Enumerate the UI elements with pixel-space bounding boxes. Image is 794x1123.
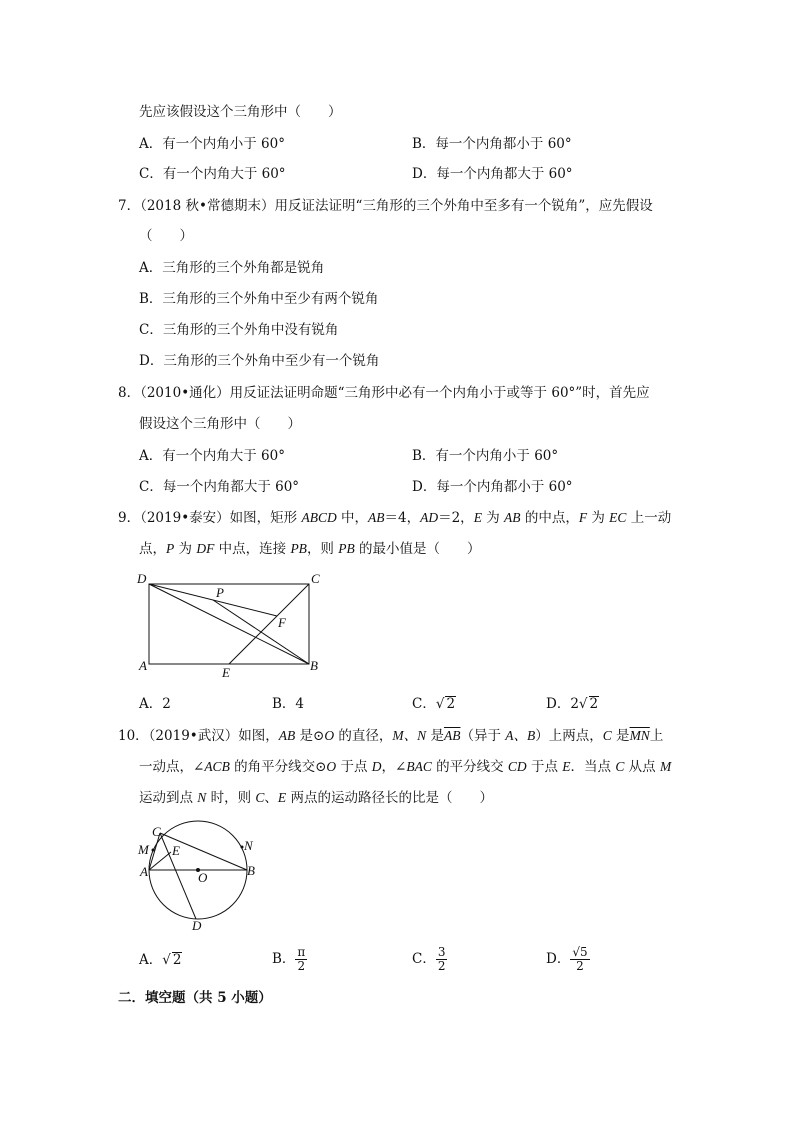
q6-option-b[interactable]: B．每一个内角都小于 60° bbox=[412, 136, 572, 152]
q10-option-a[interactable]: A．√ 2 bbox=[139, 952, 182, 968]
label-p: P bbox=[216, 585, 224, 600]
q6-stem-continuation: 先应该假设这个三角形中（ ） bbox=[139, 104, 342, 120]
segment-ae bbox=[149, 852, 171, 870]
label-d: D bbox=[192, 918, 202, 933]
q10-stem-line2: 一动点，∠ACB 的角平分线交⊙O 于点 D，∠BAC 的平分线交 CD 于点 E．当点 C 从点 M bbox=[139, 759, 672, 775]
segment-ec bbox=[229, 584, 309, 664]
q10-option-d[interactable]: D． $\frac{√5}{2}$ bbox=[546, 945, 588, 973]
q6-option-c[interactable]: C．有一个内角大于 60° bbox=[139, 166, 286, 182]
q7-option-b[interactable]: B．三角形的三个外角中至少有两个锐角 bbox=[139, 291, 379, 307]
q7-stem-line1: 7．（2018 秋•常德期末）用反证法证明“三角形的三个外角中至多有一个锐角”，应先假设 bbox=[118, 198, 653, 214]
q9-stem-line1: 9．（2019•泰安）如图，矩形 ABCD 中，AB＝4，AD＝2，E 为 AB 的中点，F 为 EC 上一动 bbox=[118, 510, 672, 526]
q7-option-c[interactable]: C．三角形的三个外角中没有锐角 bbox=[139, 322, 339, 338]
point-m-dot bbox=[152, 849, 155, 852]
q6-option-d[interactable]: D．每一个内角都大于 60° bbox=[412, 166, 573, 182]
label-o: O bbox=[198, 870, 208, 885]
q7-option-d[interactable]: D．三角形的三个外角中至少有一个锐角 bbox=[139, 353, 380, 369]
label-b: B bbox=[310, 658, 318, 673]
q10-stem-line1: 10．（2019•武汉）如图，AB 是⊙O 的直径，M、N 是$\overline{AB}$（异于 A、B）上两点，C 是$\overline{MN}$上 bbox=[118, 728, 664, 744]
label-a: A bbox=[140, 864, 148, 879]
q10-circle-figure bbox=[130, 820, 270, 935]
q8-option-a[interactable]: A．有一个内角大于 60° bbox=[139, 448, 285, 464]
label-a: A bbox=[139, 658, 147, 673]
section-heading-fill-in: 二．填空题（共 5 小题） bbox=[118, 990, 272, 1006]
q9-option-a[interactable]: A．2 bbox=[139, 696, 171, 712]
q6-option-a[interactable]: A．有一个内角小于 60° bbox=[139, 136, 285, 152]
label-e: E bbox=[172, 843, 180, 858]
q7-option-a[interactable]: A．三角形的三个外角都是锐角 bbox=[139, 260, 325, 276]
label-b: B bbox=[247, 863, 255, 878]
q9-option-b[interactable]: B．4 bbox=[272, 696, 305, 712]
segment-pb bbox=[213, 600, 309, 664]
q8-option-c[interactable]: C．每一个内角都大于 60° bbox=[139, 479, 300, 495]
q7-stem-line2: （ ） bbox=[139, 228, 193, 244]
q8-option-b[interactable]: B．有一个内角小于 60° bbox=[412, 448, 559, 464]
q10-option-c[interactable]: C． $\frac{3}{2}$ bbox=[412, 945, 446, 973]
label-d: D bbox=[137, 571, 147, 586]
label-c: C bbox=[311, 571, 320, 586]
label-n: N bbox=[244, 838, 253, 853]
q10-stem-line3: 运动到点 N 时，则 C、E 两点的运动路径长的比是（ ） bbox=[139, 790, 493, 806]
label-e: E bbox=[222, 665, 230, 680]
label-m: M bbox=[138, 842, 149, 857]
q9-option-c[interactable]: C．√ 2 bbox=[412, 696, 456, 712]
q8-stem-line2: 假设这个三角形中（ ） bbox=[139, 416, 301, 432]
q9-stem-line2: 点，P 为 DF 中点，连接 PB，则 PB 的最小值是（ ） bbox=[139, 541, 481, 557]
q8-stem-line1: 8．（2010•通化）用反证法证明命题“三角形中必有一个内角小于或等于 60°”时，首先应 bbox=[118, 385, 650, 401]
q9-option-d[interactable]: D．2√ 2 bbox=[546, 696, 599, 712]
q8-option-d[interactable]: D．每一个内角都小于 60° bbox=[412, 479, 573, 495]
q10-option-b[interactable]: B． $\frac{\pi}{2}$ bbox=[272, 945, 306, 973]
label-f: F bbox=[278, 615, 286, 630]
label-c: C bbox=[152, 824, 161, 839]
q9-rectangle-figure bbox=[130, 568, 340, 683]
